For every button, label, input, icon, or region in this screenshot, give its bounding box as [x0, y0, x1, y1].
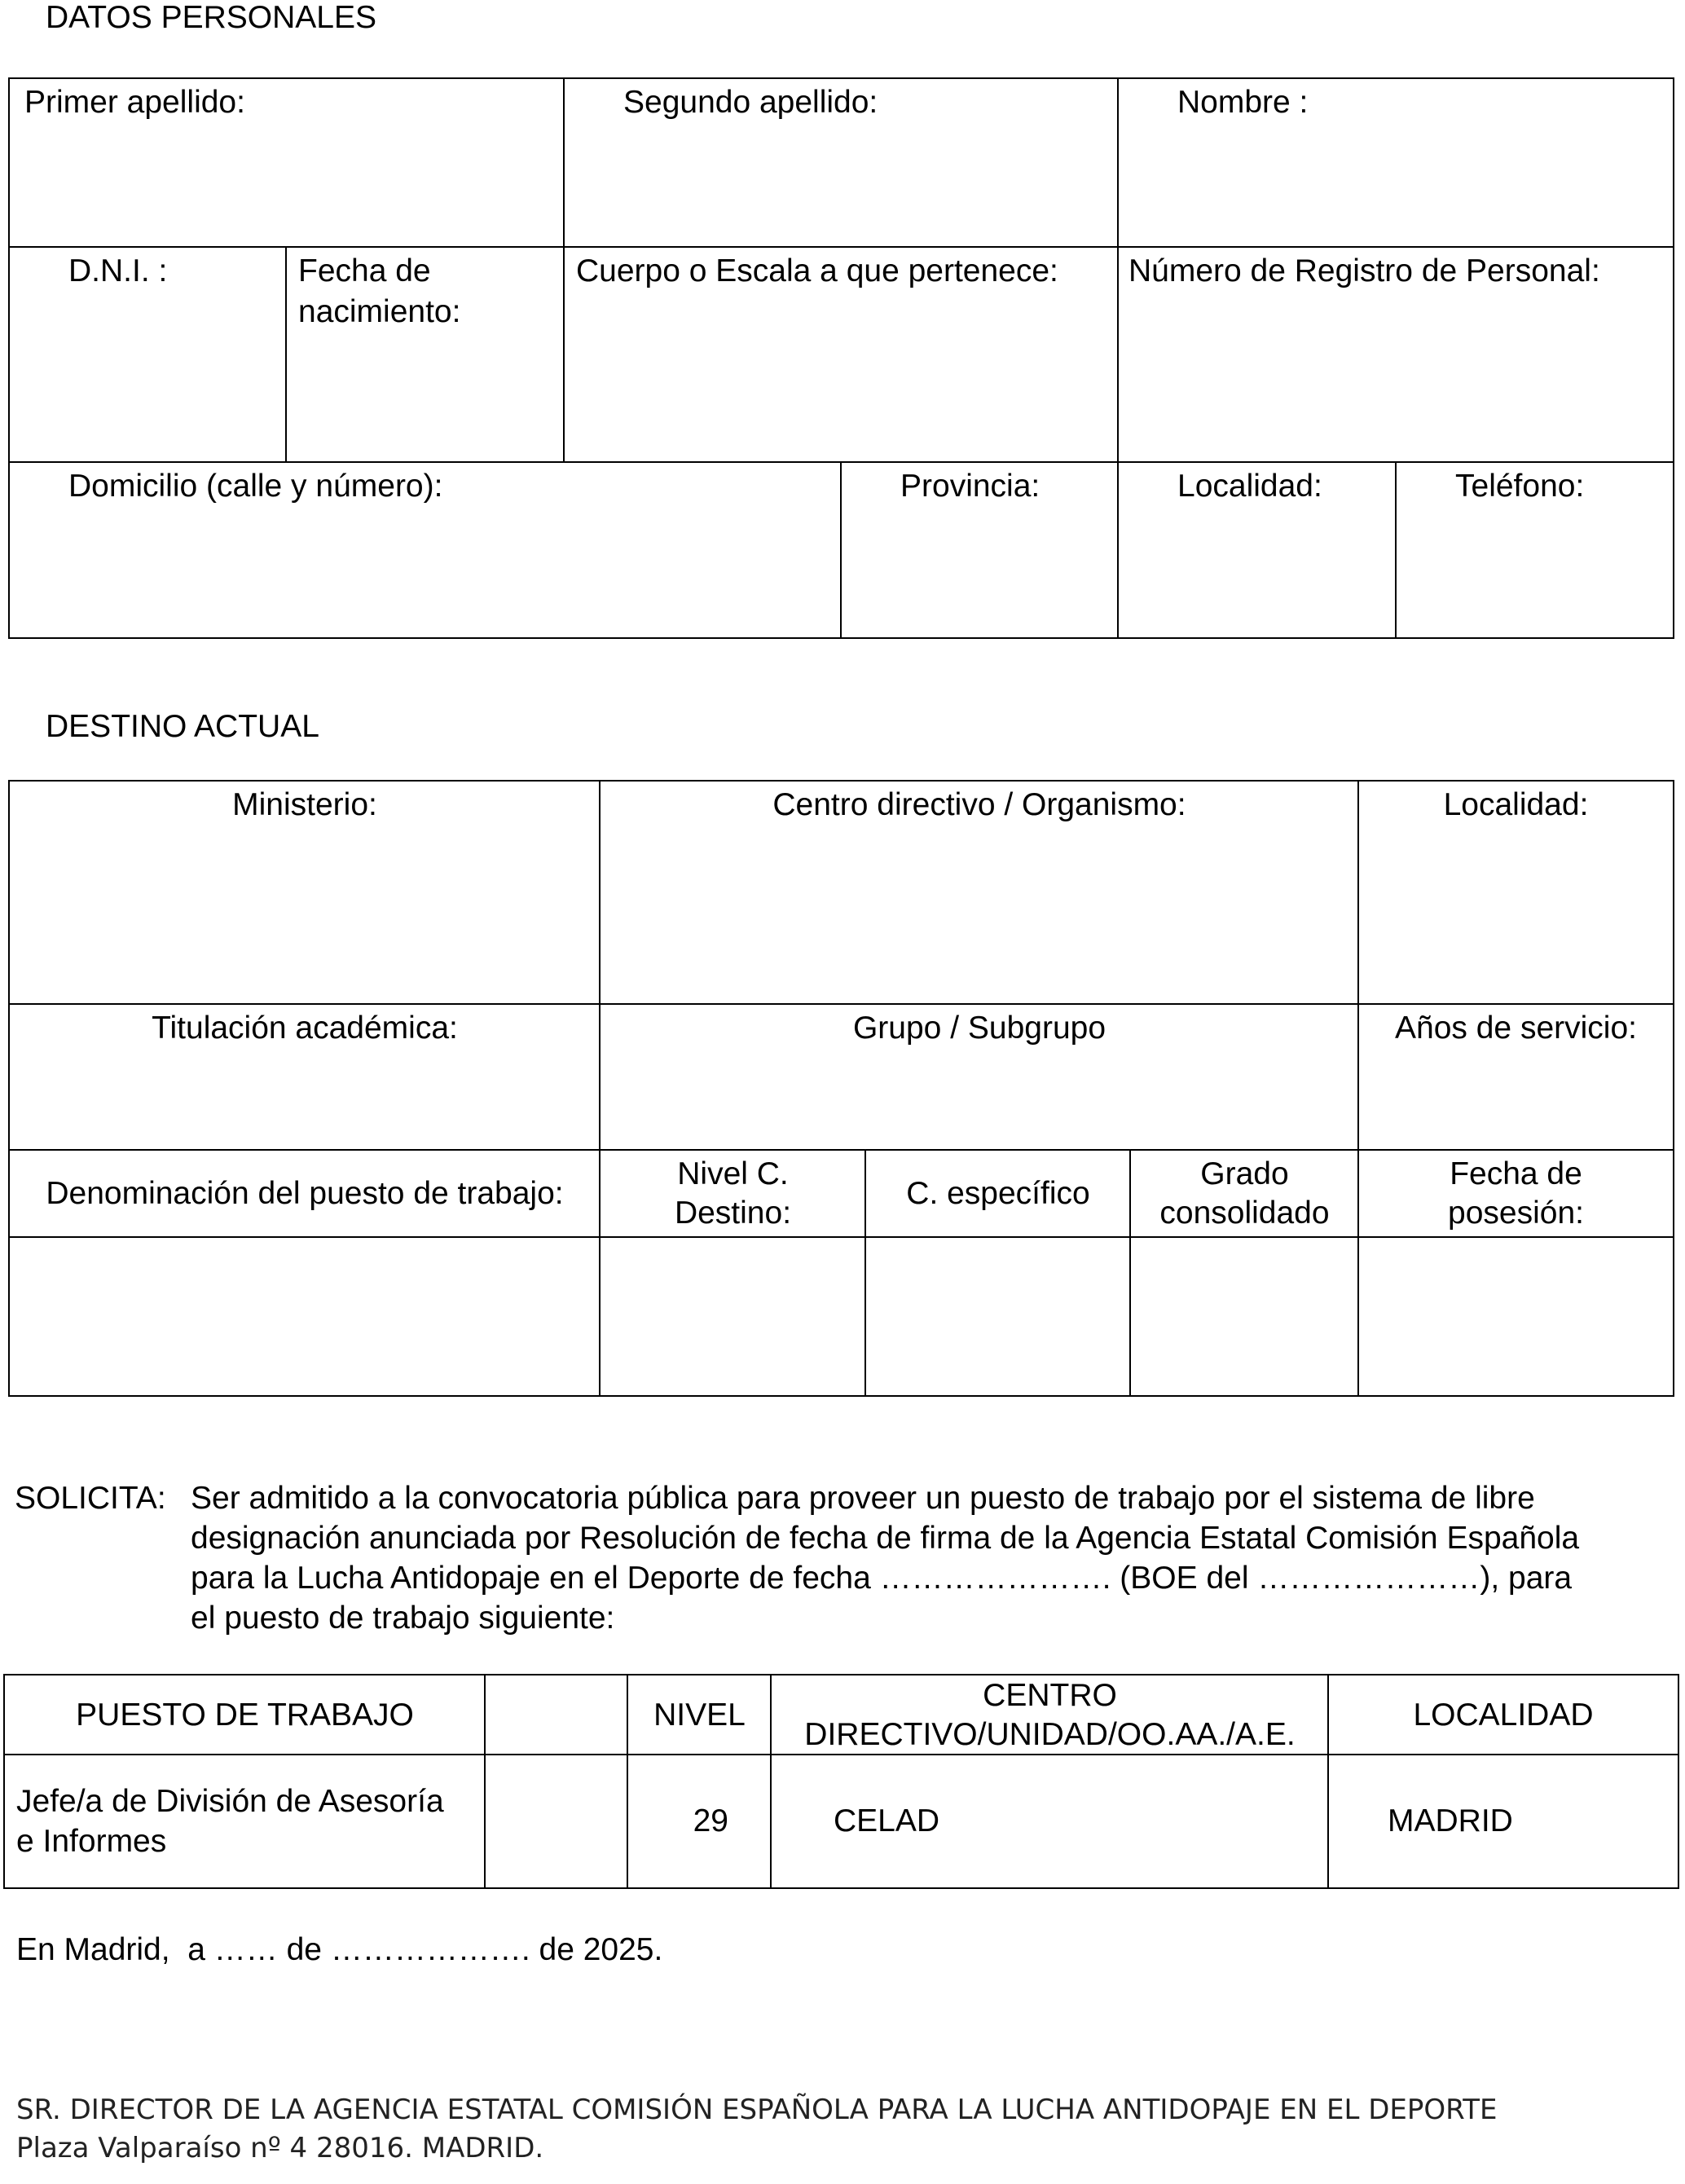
ministerio-label: Ministerio: [232, 787, 377, 822]
grado-consolidado-input[interactable] [1129, 1236, 1360, 1397]
numero-registro-field[interactable] [1117, 246, 1674, 464]
table-row-nivel [627, 1754, 772, 1889]
table-row-puesto [3, 1754, 486, 1889]
denominacion-label: Denominación del puesto de trabajo: [46, 1176, 564, 1211]
nombre-label: Nombre : [1177, 85, 1309, 120]
dni-field[interactable] [8, 246, 288, 464]
cuerpo-escala-field[interactable] [563, 246, 1120, 464]
section-title-destino-actual: DESTINO ACTUAL [46, 709, 319, 744]
cuerpo-escala-label: Cuerpo o Escala a que pertenece: [576, 253, 1058, 288]
table-row-centro [770, 1754, 1330, 1889]
dni-label: D.N.I. : [68, 253, 168, 288]
nivel-destino-label-2: Destino: [674, 1195, 792, 1231]
grado-label-2: consolidado [1159, 1195, 1330, 1231]
grupo-label: Grupo / Subgrupo [852, 1011, 1106, 1046]
section-title-datos-personales: DATOS PERSONALES [46, 0, 377, 35]
fecha-posesion-input[interactable] [1357, 1236, 1674, 1397]
numero-registro-label: Número de Registro de Personal: [1128, 253, 1600, 288]
solicita-label: SOLICITA: [15, 1481, 166, 1516]
table-row-localidad [1327, 1754, 1679, 1889]
table-header-localidad [1327, 1674, 1679, 1756]
c-especifico-header [864, 1149, 1132, 1239]
localidad-destino-label: Localidad: [1443, 787, 1589, 822]
c-especifico-label: C. específico [906, 1176, 1090, 1211]
primer-apellido-field[interactable] [8, 77, 565, 249]
fecha-posesion-label-2: posesión: [1448, 1195, 1584, 1231]
row-centro-value: CELAD [834, 1803, 940, 1838]
table-header-nivel [627, 1674, 772, 1756]
denominacion-input[interactable] [8, 1236, 601, 1397]
centro-directivo-field[interactable] [599, 780, 1360, 1006]
domicilio-field[interactable] [8, 461, 842, 639]
row-nivel-value: 29 [693, 1803, 728, 1838]
fecha-nacimiento-field[interactable] [285, 246, 565, 464]
c-especifico-input[interactable] [864, 1236, 1132, 1397]
table-header-blank [484, 1674, 629, 1756]
centro-directivo-label: Centro directivo / Organismo: [772, 787, 1186, 822]
table-header-puesto [3, 1674, 486, 1756]
footer-address [16, 2091, 1498, 2168]
header-centro-label-1: CENTRO [983, 1677, 1117, 1713]
domicilio-label: Domicilio (calle y número): [68, 469, 443, 504]
localidad-destino-field[interactable] [1357, 780, 1674, 1006]
nivel-destino-label-1: Nivel C. [677, 1156, 789, 1191]
header-nivel-label: NIVEL [653, 1697, 746, 1733]
telefono-label: Teléfono: [1455, 469, 1585, 504]
solicita-text [191, 1478, 1662, 1638]
telefono-field[interactable] [1395, 461, 1674, 639]
row-puesto-value: Jefe/a de División de Asesoría e Informes [16, 1784, 444, 1859]
denominacion-header [8, 1149, 601, 1239]
footer-line-2: Plaza Valparaíso nº 4 28016. MADRID. [16, 2132, 544, 2164]
segundo-apellido-label: Segundo apellido: [623, 85, 878, 120]
solicita-line-2: designación anunciada por Resolución de fecha de firma de la Agencia Estatal Comisión Española [191, 1521, 1580, 1556]
fecha-nacimiento-label: Fecha de nacimiento: [298, 253, 461, 329]
titulacion-label: Titulación académica: [152, 1011, 458, 1046]
nombre-field[interactable] [1117, 77, 1674, 249]
solicita-line-4: el puesto de trabajo siguiente: [191, 1601, 615, 1636]
fecha-firma: En Madrid, a …… de ………………. de 2025. [16, 1932, 663, 1967]
grupo-field[interactable] [599, 1003, 1360, 1151]
titulacion-field[interactable] [8, 1003, 601, 1151]
ministerio-field[interactable] [8, 780, 601, 1006]
nivel-destino-header [599, 1149, 867, 1239]
localidad-personal-field[interactable] [1117, 461, 1397, 639]
row-localidad-value: MADRID [1388, 1803, 1513, 1838]
anos-servicio-field[interactable] [1357, 1003, 1674, 1151]
provincia-label: Provincia: [900, 469, 1040, 504]
table-row-blank [484, 1754, 629, 1889]
grado-label-1: Grado [1200, 1156, 1289, 1191]
solicita-line-1: Ser admitido a la convocatoria pública para proveer un puesto de trabajo por el sistema de libre [191, 1481, 1535, 1516]
primer-apellido-label: Primer apellido: [24, 85, 245, 120]
header-localidad-label: LOCALIDAD [1413, 1697, 1594, 1733]
header-puesto-label: PUESTO DE TRABAJO [76, 1697, 414, 1733]
segundo-apellido-field[interactable] [563, 77, 1120, 249]
table-header-centro [770, 1674, 1330, 1756]
anos-servicio-label: Años de servicio: [1395, 1011, 1637, 1046]
header-centro-label-2: DIRECTIVO/UNIDAD/OO.AA./A.E. [804, 1716, 1296, 1752]
solicita-line-3: para la Lucha Antidopaje en el Deporte de fecha …………………. (BOE del …………………), para [191, 1561, 1573, 1596]
localidad-personal-label: Localidad: [1177, 469, 1322, 504]
provincia-field[interactable] [840, 461, 1120, 639]
nivel-destino-input[interactable] [599, 1236, 867, 1397]
fecha-posesion-label-1: Fecha de [1450, 1156, 1582, 1191]
grado-consolidado-header [1129, 1149, 1360, 1239]
fecha-posesion-header [1357, 1149, 1674, 1239]
footer-line-1: SR. DIRECTOR DE LA AGENCIA ESTATAL COMISIÓN ESPAÑOLA PARA LA LUCHA ANTIDOPAJE EN EL DEPORTE [16, 2094, 1498, 2126]
